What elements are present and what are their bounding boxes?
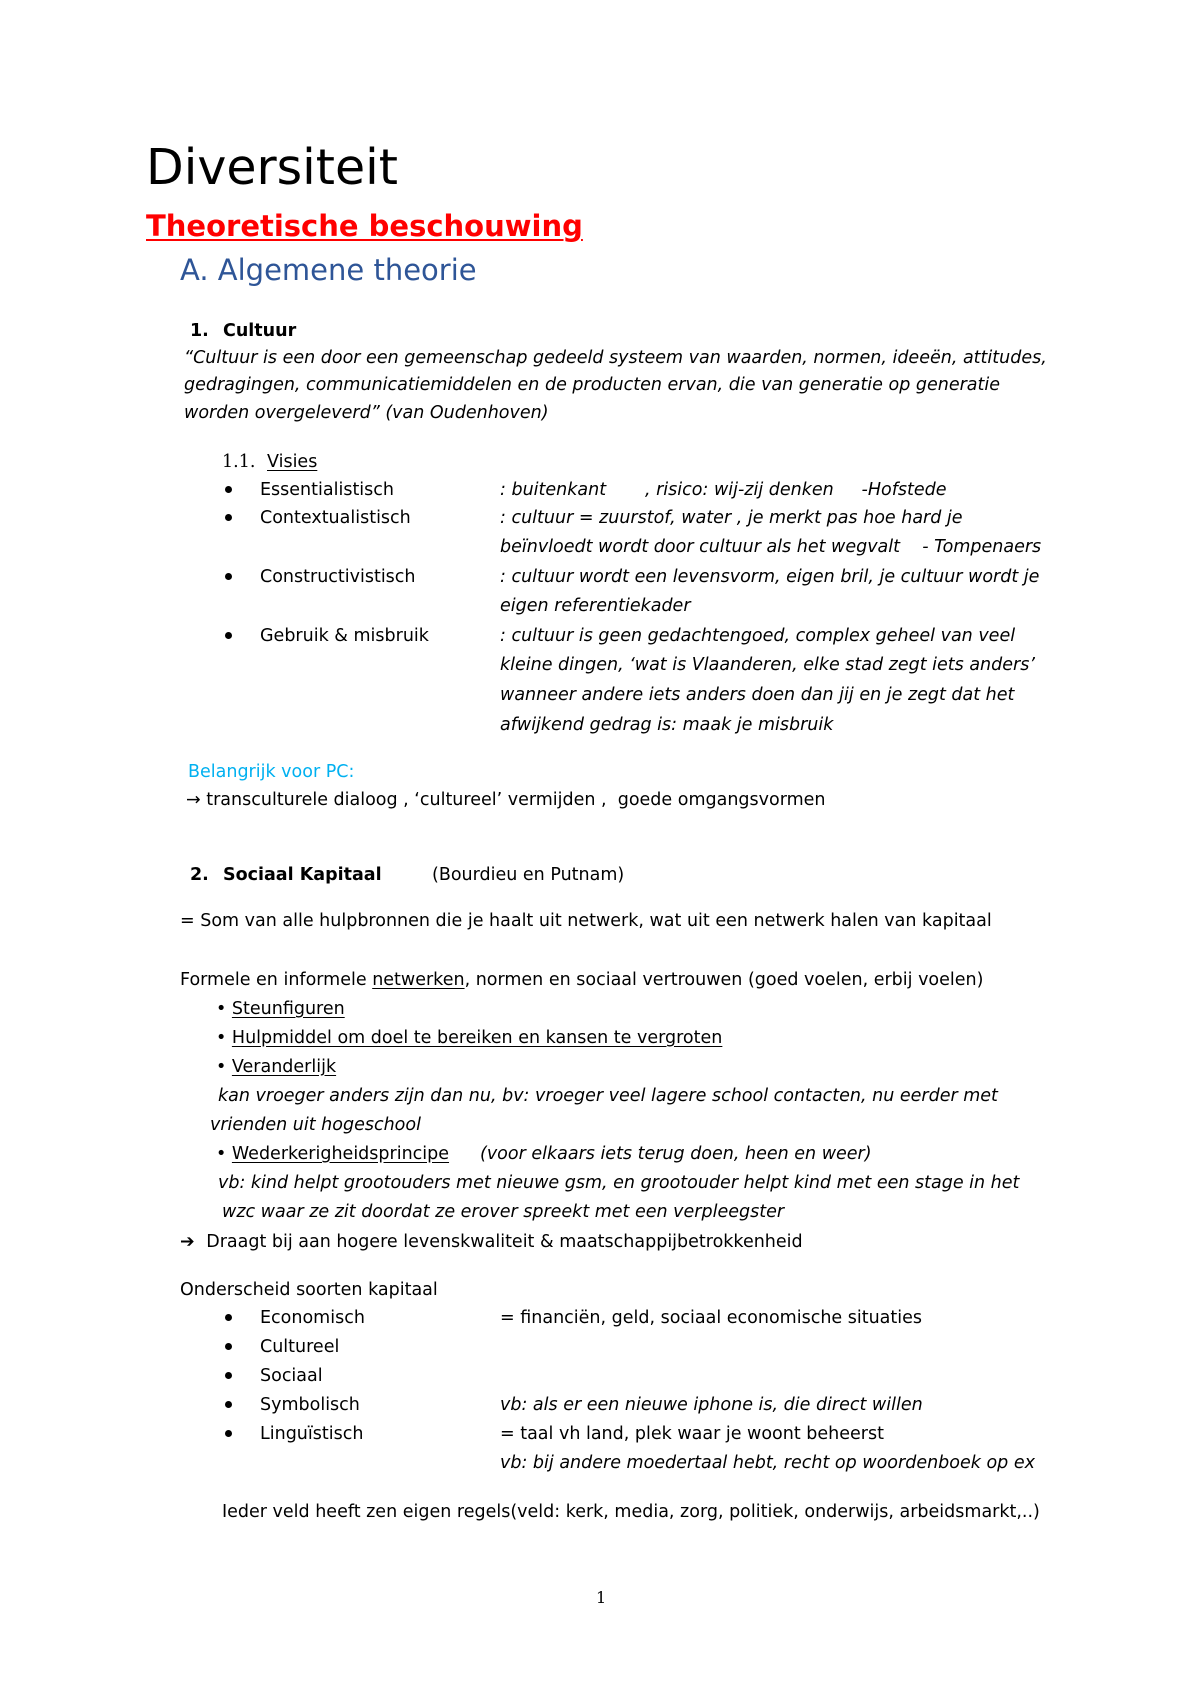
kapitaal-term: Economisch [260, 1308, 365, 1328]
visie-desc: : cultuur = zuurstof, water , je merkt pas hoe hard je [500, 508, 963, 528]
sub-number: 1.1. [222, 452, 256, 472]
vb-line: vb: kind helpt grootouders met nieuwe gsm, en grootouder helpt kind met een stage in het [218, 1173, 1020, 1193]
section-heading [180, 253, 477, 287]
arrow-right-icon: → [186, 790, 201, 810]
page-title: Diversiteit [146, 139, 398, 196]
arrow-bold-right-icon: ➔ [180, 1232, 195, 1252]
bullet-icon: • [216, 1057, 227, 1077]
item-label: Wederkerigheidsprincipe [231, 1144, 450, 1164]
item-label: Steunfiguren [231, 999, 345, 1019]
visie-desc: eigen referentiekader [500, 596, 691, 616]
bullet-icon [225, 573, 232, 580]
formele-post: , normen en sociaal vertrouwen (goed voelen, erbij voelen) [464, 970, 984, 990]
s2-number: 2. [190, 865, 209, 885]
conclusion-text: Draagt bij aan hogere levenskwaliteit & maatschappijbetrokkenheid [206, 1232, 803, 1252]
kapitaal-term: Linguïstisch [260, 1424, 364, 1444]
s2-authors: (Bourdieu en Putnam) [432, 865, 625, 885]
bullet-icon [225, 514, 232, 521]
item-label: Hulpmiddel om doel te bereiken en kansen te vergroten [231, 1028, 723, 1048]
wederkerig-note: (voor elkaars iets terug doen, heen en weer) [480, 1144, 872, 1164]
kapitaal-term: Sociaal [260, 1366, 323, 1386]
bullet-icon [225, 632, 232, 639]
page-number: 1 [596, 1588, 607, 1607]
visie-desc: : cultuur is geen gedachtengoed, complex geheel van veel [500, 626, 1016, 646]
visie-term: Essentialistisch [260, 480, 394, 500]
netwerken-link: netwerken [372, 970, 465, 990]
list-item [216, 998, 345, 1020]
kapitaal-desc: vb: als er een nieuwe iphone is, die direct willen [500, 1395, 923, 1415]
kapitaal-term: Cultureel [260, 1337, 340, 1357]
veld-line: Ieder veld heeft zen eigen regels(veld: kerk, media, zorg, politiek, onderwijs, arbeidsmarkt,..) [222, 1502, 1040, 1522]
bullet-icon [225, 486, 232, 493]
list-item [216, 1143, 449, 1165]
vb-line: wzc waar ze zit doordat ze erover spreekt met een verpleegster [222, 1202, 785, 1222]
formele-pre: Formele en informele [180, 970, 373, 990]
belangrijk-text: transculturele dialoog , ‘cultureel’ vermijden , goede omgangsvormen [206, 790, 826, 810]
sub-title: Visies [267, 452, 318, 472]
kapitaal-desc: = taal vh land, plek waar je woont beheerst [500, 1424, 884, 1444]
bullet-icon [225, 1372, 232, 1379]
visie-desc: beïnvloedt wordt door cultuur als het wegvalt - Tompenaers [500, 537, 1042, 557]
visie-term: Gebruik & misbruik [260, 626, 429, 646]
item-label: Veranderlijk [231, 1057, 337, 1077]
kapitaal-desc: vb: bij andere moedertaal hebt, recht op woordenboek op ex [500, 1453, 1035, 1473]
conclusion-line [180, 1231, 803, 1253]
kapitaal-term: Symbolisch [260, 1395, 360, 1415]
bullet-icon [225, 1314, 232, 1321]
visie-desc: wanneer andere iets anders doen dan jij en je zegt dat het [500, 685, 1015, 705]
visie-term: Constructivistisch [260, 567, 416, 587]
belangrijk-label: Belangrijk voor PC: [188, 762, 355, 782]
s1-title: Cultuur [223, 321, 297, 341]
s2-title: Sociaal Kapitaal [223, 865, 382, 885]
s1-quote-line: “Cultuur is een door een gemeenschap gedeeld systeem van waarden, normen, ideeën, attitudes, [184, 348, 1047, 368]
visie-desc: : buitenkant , risico: wij-zij denken -Hofstede [500, 480, 947, 500]
visie-desc: afwijkend gedrag is: maak je misbruik [500, 715, 834, 735]
list-item [216, 1056, 336, 1078]
visie-desc: kleine dingen, ‘wat is Vlaanderen, elke stad zegt iets anders’ [500, 655, 1035, 675]
s2-definition: = Som van alle hulpbronnen die je haalt uit netwerk, wat uit een netwerk halen van kapitaal [180, 911, 992, 931]
s1-quote-line: gedragingen, communicatiemiddelen en de producten ervan, die van generatie op generatie [184, 375, 1001, 395]
formele-line [180, 969, 983, 991]
bullet-icon: • [216, 1028, 227, 1048]
veranderlijk-note: vrienden uit hogeschool [210, 1115, 421, 1135]
subtitle: Theoretische beschouwing [146, 209, 583, 243]
belangrijk-line [186, 789, 826, 811]
visie-term: Contextualistisch [260, 508, 411, 528]
bullet-icon [225, 1401, 232, 1408]
section-text: Algemene theorie [217, 253, 477, 287]
kapitaal-desc: = financiën, geld, sociaal economische situaties [500, 1308, 922, 1328]
bullet-icon: • [216, 1144, 227, 1164]
bullet-icon: • [216, 999, 227, 1019]
bullet-icon [225, 1430, 232, 1437]
list-item [216, 1027, 722, 1049]
section-letter: A. [180, 253, 209, 287]
bullet-icon [225, 1343, 232, 1350]
visie-desc: : cultuur wordt een levensvorm, eigen bril, je cultuur wordt je [500, 567, 1040, 587]
veranderlijk-note: kan vroeger anders zijn dan nu, bv: vroeger veel lagere school contacten, nu eerder met [218, 1086, 998, 1106]
onderscheid-heading: Onderscheid soorten kapitaal [180, 1280, 438, 1300]
s1-number: 1. [190, 321, 209, 341]
s1-quote-line: worden overgeleverd” (van Oudenhoven) [184, 403, 549, 423]
